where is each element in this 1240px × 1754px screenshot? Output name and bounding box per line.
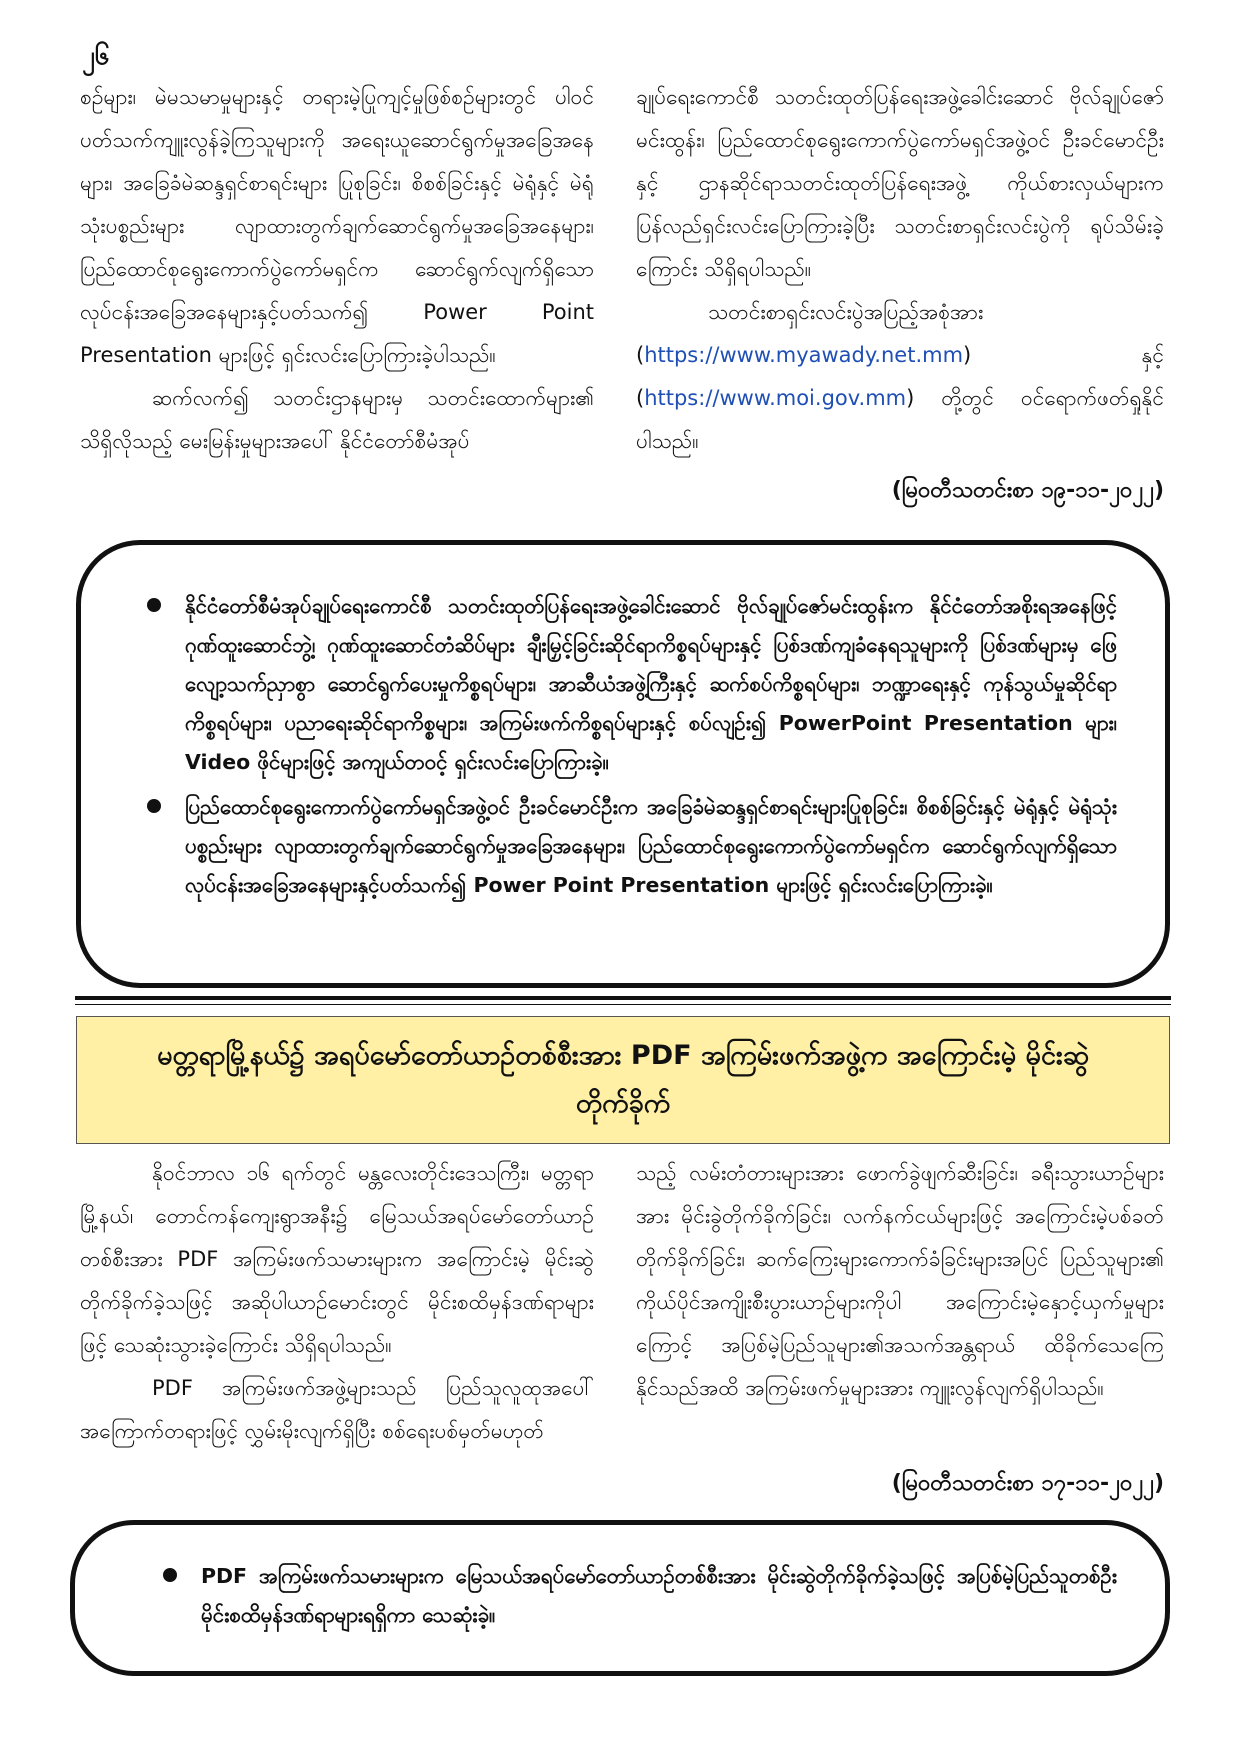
article-1-right-column <box>636 76 1164 463</box>
article-2-source: (မြဝတီသတင်းစာ ၁၇-၁၁-၂၀၂၂) <box>891 1471 1164 1496</box>
link-mid-text: ) နှင့် ( <box>636 343 1164 410</box>
bullet-icon <box>163 1568 177 1582</box>
article-2-headline: မတ္တရာမြို့နယ်၌ အရပ်မော်တော်ယာဉ်တစ်စီးအား PDF အကြမ်းဖက်အဖွဲ့က အကြောင်းမဲ့ မိုင်းဆွဲတိုက်ခိုက် <box>76 1016 1170 1144</box>
myawady-link[interactable]: https://www.myawady.net.mm <box>644 343 964 367</box>
article-2-paragraph: သည့် လမ်းတံတားများအား ဖောက်ခွဲဖျက်ဆီးခြင်း၊ ခရီးသွားယာဉ်များအား မိုင်းခွဲတိုက်ခိုက်ခြင်း၊ လက်နက်ငယ်များဖြင့် အကြောင်းမဲ့ပစ်ခတ်တိုက်ခိုက်ခြင်း၊ ဆက်ကြေးများကောက်ခံခြင်းများအပြင် ပြည်သူများ၏ ကိုယ်ပိုင်အကျိုးစီးပွားယာဉ်များကိုပါ အကြောင်းမဲ့နှောင့်ယှက်မှုများကြောင့် အပြစ်မဲ့ပြည်သူများ၏အသက်အန္တရာယ် ထိခိုက်သေကြေနိုင်သည်အထိ အကြမ်းဖက်မှုများအား ကျူးလွန်လျက်ရှိပါသည်။ <box>636 1161 1164 1400</box>
summary-list <box>201 1557 1117 1635</box>
link-tail-text: ) တို့တွင် ဝင်ရောက်ဖတ်ရှုနိုင်ပါသည်။ <box>636 386 1164 453</box>
bullet-icon <box>147 799 161 813</box>
summary-point <box>185 587 1117 782</box>
article-1-link-paragraph <box>636 291 1164 463</box>
article-1-left-column <box>80 76 594 463</box>
summary-point <box>201 1557 1117 1635</box>
moi-link[interactable]: https://www.moi.gov.mm <box>644 386 907 410</box>
article-2-left-column <box>80 1152 594 1453</box>
summary-point <box>185 788 1117 905</box>
summary-list <box>185 587 1117 905</box>
summary-text: PDF အကြမ်းဖက်သမားများက မြေသယ်အရပ်မော်တော်ယာဉ်တစ်စီးအား မိုင်းဆွဲတိုက်ခိုက်ခဲ့သဖြင့် အပြစ်မဲ့ပြည်သူတစ်ဦး မိုင်းစထိမှန်ဒဏ်ရာများရရှိကာ သေဆုံးခဲ့။ <box>201 1564 1117 1627</box>
summary-text: ပြည်ထောင်စုရွေးကောက်ပွဲကော်မရှင်အဖွဲ့ဝင် ဦးခင်မောင်ဦးက အခြေခံမဲဆန္ဒရှင်စာရင်းများပြုစုခြင်း၊ စိစစ်ခြင်းနှင့် မဲရုံနှင့် မဲရုံသုံးပစ္စည်းများ လျာထားတွက်ချက်ဆောင်ရွက်မှုအခြေအနေများ၊ ပြည်ထောင်စုရွေးကောက်ပွဲကော်မရှင်က ဆောင်ရွက်လျက်ရှိသော လုပ်ငန်းအခြေအနေများနှင့်ပတ်သက်၍ Power Point Presentation များဖြင့် ရှင်းလင်းပြောကြားခဲ့။ <box>185 795 1117 897</box>
article-1-paragraph: ချုပ်ရေးကောင်စီ သတင်းထုတ်ပြန်ရေးအဖွဲ့ခေါင်းဆောင် ဗိုလ်ချုပ်ဇော်မင်းထွန်း၊ ပြည်ထောင်စုရွေးကောက်ပွဲကော်မရှင်အဖွဲ့ဝင် ဦးခင်မောင်ဦးနှင့် ဌာနဆိုင်ရာသတင်းထုတ်ပြန်ရေးအဖွဲ့ ကိုယ်စားလှယ်များက ပြန်လည်ရှင်းလင်းပြောကြားခဲ့ပြီး သတင်းစာရှင်းလင်းပွဲကို ရုပ်သိမ်းခဲ့ကြောင်း သိရှိရပါသည်။ <box>636 85 1164 281</box>
article-1-source: (မြဝတီသတင်းစာ ၁၉-၁၁-၂၀၂၂) <box>891 478 1164 503</box>
article-2-right-column <box>636 1152 1164 1410</box>
bullet-icon <box>147 598 161 612</box>
article-1-paragraph: ဆက်လက်၍ သတင်းဌာနများမှ သတင်းထောက်များ၏ သိရှိလိုသည့် မေးမြန်းမှုများအပေါ် နိုင်ငံတော်စီမံအုပ် <box>80 386 594 453</box>
divider-thin <box>75 1004 1171 1005</box>
article-2-paragraph: နိုဝင်ဘာလ ၁၆ ရက်တွင် မန္တလေးတိုင်းဒေသကြီး၊ မတ္တရာမြို့နယ်၊ တောင်ကန်ကျေးရွာအနီး၌ မြေသယ်အရပ်မော်တော်ယာဉ်တစ်စီးအား PDF အကြမ်းဖက်သမားများက အကြောင်းမဲ့ မိုင်းဆွဲတိုက်ခိုက်ခဲ့သဖြင့် အဆိုပါယာဉ်မောင်းတွင် မိုင်းစထိမှန်ဒဏ်ရာများဖြင့် သေဆုံးသွားခဲ့ကြောင်း သိရှိရပါသည်။ <box>80 1161 594 1357</box>
article-2-summary-box <box>70 1520 1170 1676</box>
summary-text: နိုင်ငံတော်စီမံအုပ်ချုပ်ရေးကောင်စီ သတင်းထုတ်ပြန်ရေးအဖွဲ့ခေါင်းဆောင် ဗိုလ်ချုပ်ဇော်မင်းထွန်းက နိုင်ငံတော်အစိုးရအနေဖြင့် ဂုဏ်ထူးဆောင်ဘွဲ့၊ ဂုဏ်ထူးဆောင်တံဆိပ်များ ချီးမြှင့်ခြင်းဆိုင်ရာကိစ္စရပ်များနှင့် ပြစ်ဒဏ်ကျခံနေရသူများကို ပြစ်ဒဏ်များမှ ဖြေလျော့သက်ညှာစွာ ဆောင်ရွက်ပေးမှုကိစ္စရပ်များ၊ အာဆီယံအဖွဲ့ကြီးနှင့် ဆက်စပ်ကိစ္စရပ်များ၊ ဘဏ္ဍာရေးနှင့် ကုန်သွယ်မှုဆိုင်ရာကိစ္စရပ်များ၊ ပညာရေးဆိုင်ရာကိစ္စများ၊ အကြမ်းဖက်ကိစ္စရပ်များနှင့် စပ်လျဉ်း၍ PowerPoint Presentation များ၊ Video ဖိုင်များဖြင့် အကျယ်တဝင့် ရှင်းလင်းပြောကြားခဲ့။ <box>185 594 1117 774</box>
article-2-paragraph: PDF အကြမ်းဖက်အဖွဲ့များသည် ပြည်သူလူထုအပေါ် အကြောက်တရားဖြင့် လွှမ်းမိုးလျက်ရှိပြီး စစ်ရေးပစ်မှတ်မဟုတ် <box>80 1376 594 1443</box>
article-1-summary-box <box>76 540 1170 988</box>
page-number: ၂၆ <box>82 41 110 71</box>
link-lead-text: သတင်းစာရှင်းလင်းပွဲအပြည့်အစုံအား ( <box>636 300 984 367</box>
divider-thick <box>75 996 1171 1000</box>
article-1-paragraph: စဉ်များ၊ မဲမသမာမှုများနှင့် တရားမဲ့ပြုကျင့်မှုဖြစ်စဉ်များတွင် ပါဝင်ပတ်သက်ကျူးလွန်ခဲ့ကြသူများကို အရေးယူဆောင်ရွက်မှုအခြေအနေများ၊ အခြေခံမဲဆန္ဒရှင်စာရင်းများ ပြုစုခြင်း၊ စိစစ်ခြင်းနှင့် မဲရုံနှင့် မဲရုံသုံးပစ္စည်းများ လျာထားတွက်ချက်ဆောင်ရွက်မှုအခြေအနေများ၊ ပြည်ထောင်စုရွေးကောက်ပွဲကော်မရှင်က ဆောင်ရွက်လျက်ရှိသော လုပ်ငန်းအခြေအနေများနှင့်ပတ်သက်၍ Power Point Presentation များဖြင့် ရှင်းလင်းပြောကြားခဲ့ပါသည်။ <box>80 85 594 367</box>
